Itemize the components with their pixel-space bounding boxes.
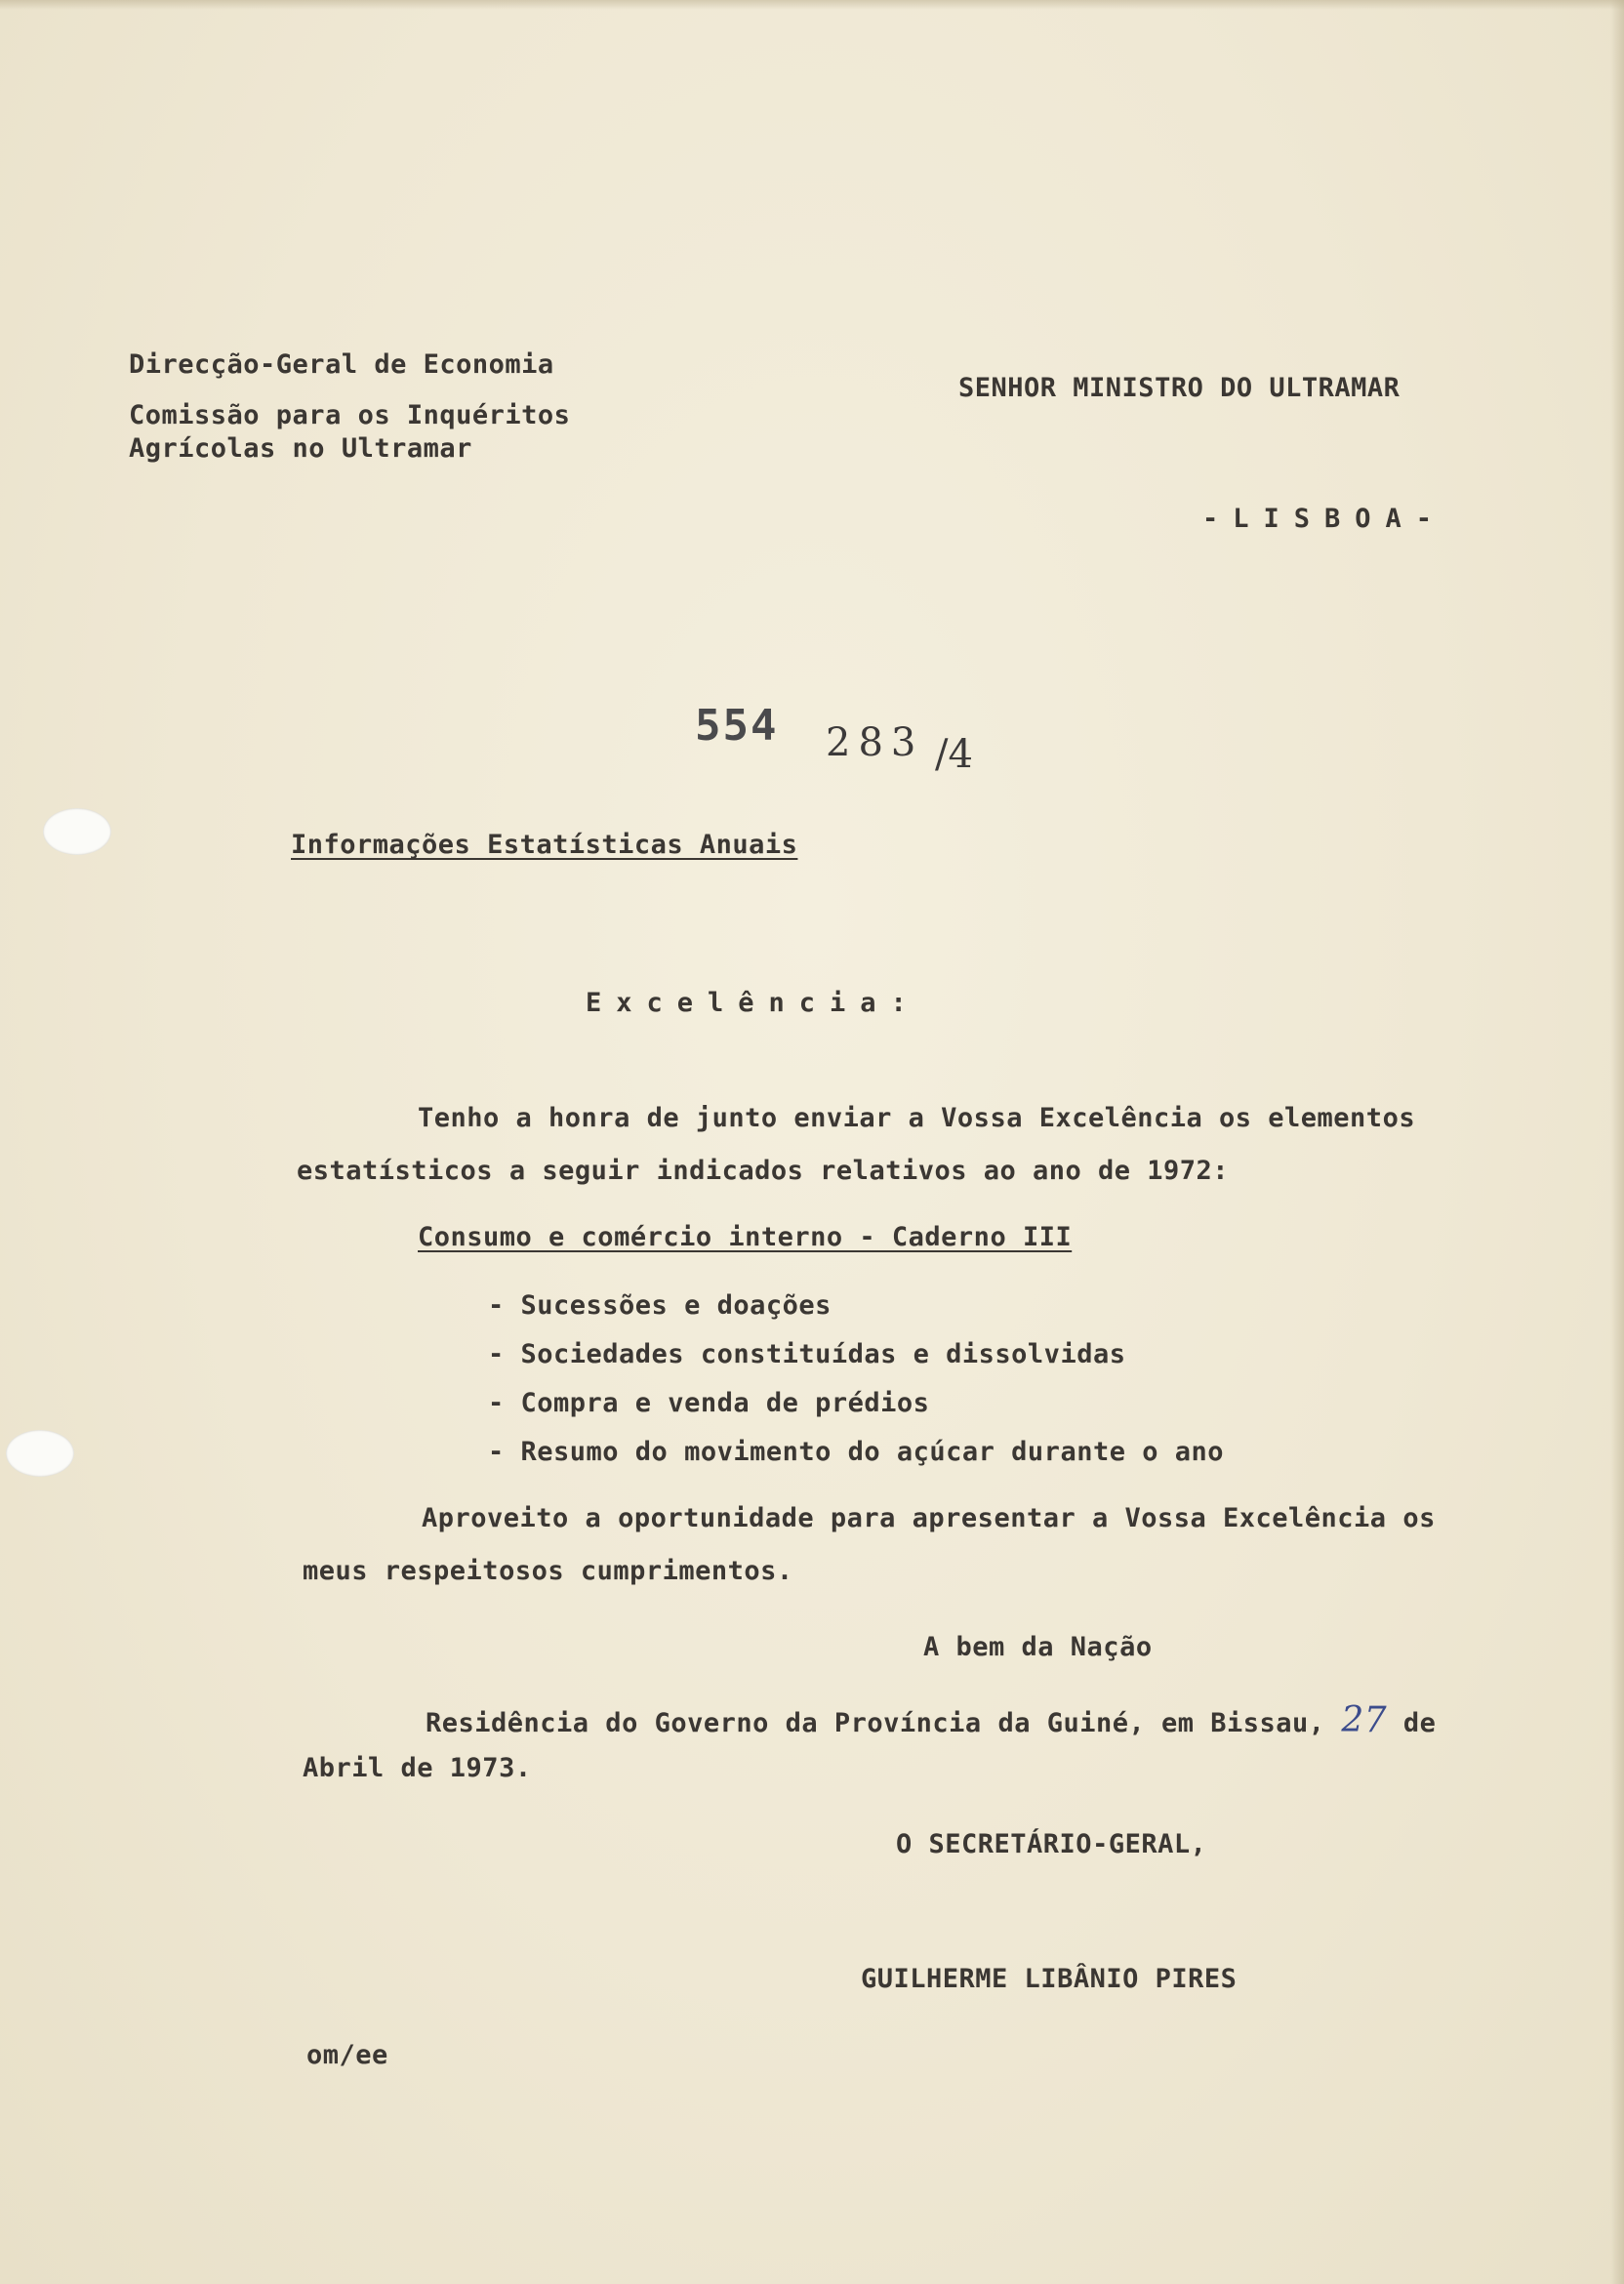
signatory-title: O SECRETÁRIO-GERAL, bbox=[896, 1829, 1207, 1859]
place-line-text: Residência do Governo da Província da Guiné, em Bissau, bbox=[426, 1708, 1325, 1738]
page-edge-top bbox=[0, 0, 1624, 10]
body-paragraph-1-line-2: estatísticos a seguir indicados relativos ao ano de 1972: bbox=[297, 1156, 1230, 1186]
addressee: SENHOR MINISTRO DO ULTRAMAR bbox=[958, 373, 1401, 403]
typist-initials: om/ee bbox=[306, 2040, 388, 2070]
list-item: - Resumo do movimento do açúcar durante o ano bbox=[488, 1437, 1224, 1467]
signatory-name: GUILHERME LIBÂNIO PIRES bbox=[861, 1964, 1238, 1994]
handwritten-day: 27 bbox=[1341, 1700, 1388, 1740]
body-paragraph-1-line-1: Tenho a honra de junto enviar a Vossa Excelência os elementos bbox=[418, 1103, 1416, 1133]
salutation: Excelência: bbox=[586, 988, 921, 1018]
section-title: Consumo e comércio interno - Caderno III bbox=[418, 1222, 1073, 1252]
sender-commission-cont: Agrícolas no Ultramar bbox=[129, 433, 472, 464]
page-edge-right bbox=[1610, 0, 1624, 2284]
place-line-end: de bbox=[1402, 1708, 1437, 1738]
addressee-city: -LISBOA- bbox=[1202, 504, 1447, 534]
place-line bbox=[426, 1700, 1436, 1740]
punch-hole-lower bbox=[6, 1430, 74, 1477]
list-item: - Sucessões e doações bbox=[488, 1290, 832, 1321]
body-paragraph-2-line-2: meus respeitosos cumprimentos. bbox=[303, 1556, 793, 1586]
registry-stamp-number: 554 bbox=[695, 701, 779, 751]
punch-hole-upper bbox=[43, 808, 111, 855]
sender-commission: Comissão para os Inquéritos bbox=[129, 400, 571, 430]
sender-department: Direcção-Geral de Economia bbox=[129, 349, 554, 380]
closing-motto: A bem da Nação bbox=[923, 1632, 1153, 1662]
subject-heading: Informações Estatísticas Anuais bbox=[291, 830, 798, 860]
body-paragraph-2-line-1: Aproveito a oportunidade para apresentar a Vossa Excelência os bbox=[422, 1503, 1436, 1533]
reference-number: 283 bbox=[826, 720, 924, 765]
reference-suffix: /4 bbox=[935, 732, 973, 777]
list-item: - Compra e venda de prédios bbox=[488, 1388, 930, 1418]
date-line: Abril de 1973. bbox=[303, 1753, 532, 1783]
list-item: - Sociedades constituídas e dissolvidas bbox=[488, 1339, 1126, 1369]
